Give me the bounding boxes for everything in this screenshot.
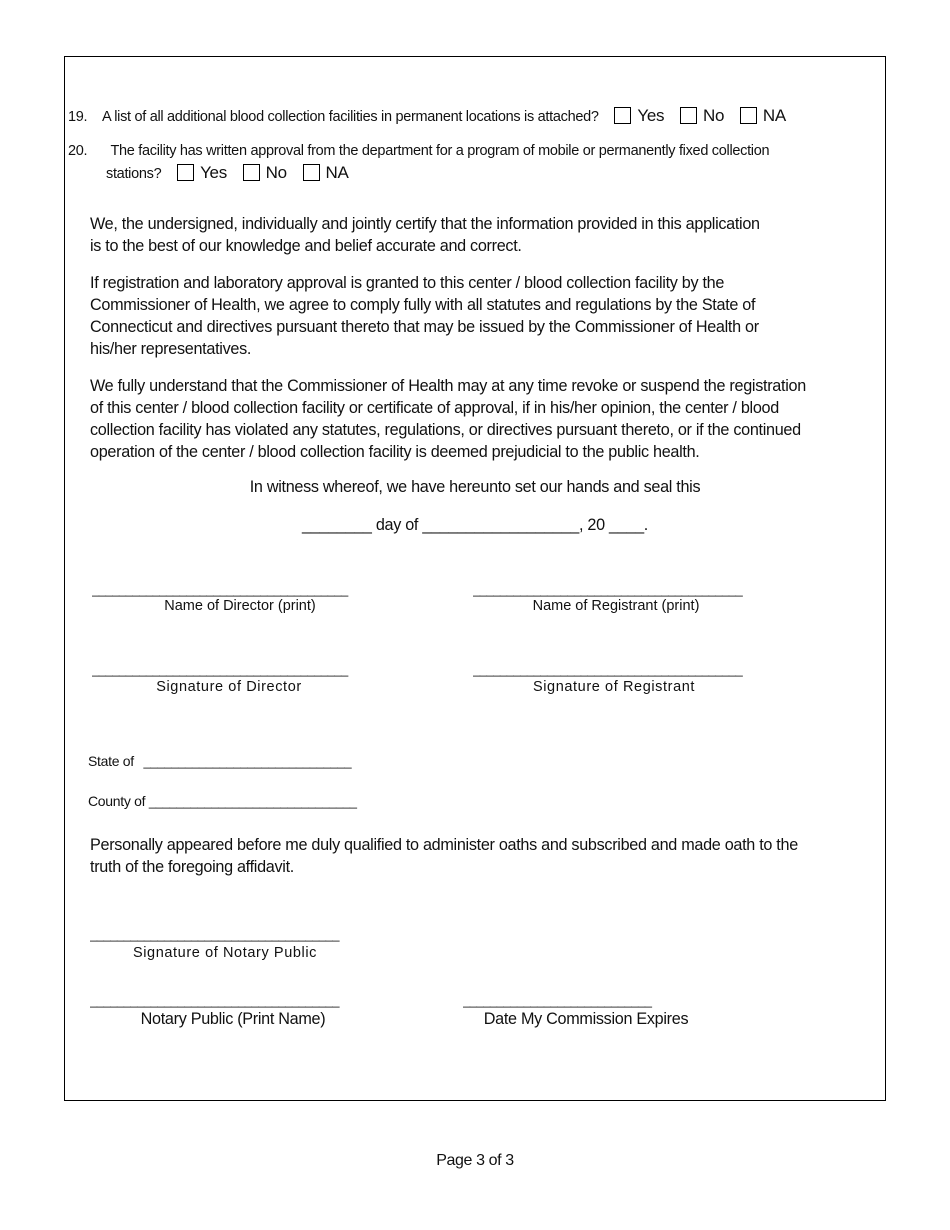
question-number: 19.	[68, 109, 88, 125]
na-checkbox[interactable]	[740, 107, 757, 124]
text-line: collection facility has violated any statutes, regulations, or directives pursuant thereto, or if the continued	[90, 421, 801, 439]
affidavit-paragraph	[90, 834, 880, 878]
notary-print-line[interactable]: _____________________________________	[90, 993, 340, 1008]
na-checkbox[interactable]	[303, 164, 320, 181]
director-name-caption: Name of Director (print)	[164, 598, 316, 614]
page-number: Page 3 of 3	[436, 1152, 514, 1169]
text-line: Commissioner of Health, we agree to comply fully with all statutes and regulations by the State of	[90, 296, 756, 314]
date-line[interactable]: ________ day of __________________, 20 ____.	[302, 516, 648, 534]
commission-expires-caption: Date My Commission Expires	[483, 1010, 689, 1028]
text-line: of this center / blood collection facility or certificate of approval, if in his/her opinion, the center / blood	[90, 399, 779, 417]
notary-print-caption: Notary Public (Print Name)	[140, 1010, 326, 1028]
yes-checkbox[interactable]	[614, 107, 631, 124]
revocation-paragraph	[90, 375, 880, 463]
yes-label: Yes	[637, 106, 665, 125]
text-line: We fully understand that the Commissioner of Health may at any time revoke or suspend the registration	[90, 377, 806, 395]
question-19	[68, 106, 786, 126]
yes-label: Yes	[200, 163, 227, 182]
state-field	[88, 753, 351, 769]
director-name-line[interactable]: ______________________________________	[92, 582, 348, 597]
question-text-line1: The facility has written approval from the department for a program of mobile or permanently fixed collection	[110, 143, 770, 159]
text-line: Connecticut and directives pursuant thereto that may be issued by the Commissioner of Health or	[90, 318, 759, 336]
yes-checkbox[interactable]	[177, 164, 194, 181]
text-line: Personally appeared before me duly qualified to administer oaths and subscribed and made oath to the	[90, 836, 798, 854]
text-line: operation of the center / blood collection facility is deemed prejudicial to the public health.	[90, 443, 700, 461]
na-label: NA	[325, 163, 349, 182]
director-signature-line[interactable]: ______________________________________	[92, 662, 348, 677]
registrant-signature-line[interactable]: ________________________________________	[473, 662, 743, 677]
text-line: truth of the foregoing affidavit.	[90, 858, 294, 876]
question-text: A list of all additional blood collection facilities in permanent locations is attached?	[101, 109, 599, 125]
question-text-line2: stations?	[106, 166, 162, 182]
registrant-name-caption: Name of Registrant (print)	[532, 598, 700, 614]
no-checkbox[interactable]	[680, 107, 697, 124]
witness-statement: In witness whereof, we have hereunto set our hands and seal this	[249, 478, 701, 496]
no-label: No	[265, 163, 287, 182]
text-line: We, the undersigned, individually and jointly certify that the information provided in this application	[90, 215, 760, 233]
approval-paragraph	[90, 272, 880, 360]
state-label: State of	[88, 753, 134, 769]
notary-signature-line[interactable]: _____________________________________	[90, 927, 340, 942]
county-blank[interactable]: ______________________________	[148, 794, 357, 809]
notary-signature-caption: Signature of Notary Public	[132, 945, 318, 961]
director-signature-caption: Signature of Director	[156, 679, 302, 695]
na-label: NA	[762, 106, 786, 125]
text-line: is to the best of our knowledge and belief accurate and correct.	[90, 237, 522, 255]
county-label: County of	[88, 793, 146, 809]
no-label: No	[702, 106, 725, 125]
state-blank[interactable]: ______________________________	[143, 754, 352, 769]
certify-paragraph	[90, 213, 880, 257]
county-field	[88, 793, 357, 809]
registrant-signature-caption: Signature of Registrant	[532, 679, 696, 695]
no-checkbox[interactable]	[243, 164, 260, 181]
question-20-options	[106, 163, 349, 183]
question-number: 20.	[68, 143, 88, 159]
text-line: his/her representatives.	[90, 340, 252, 358]
registrant-name-line[interactable]: ________________________________________	[473, 582, 743, 597]
text-line: If registration and laboratory approval is granted to this center / blood collection facility by the	[90, 274, 725, 292]
commission-expires-line[interactable]: ____________________________	[463, 993, 652, 1008]
question-20	[68, 143, 769, 159]
